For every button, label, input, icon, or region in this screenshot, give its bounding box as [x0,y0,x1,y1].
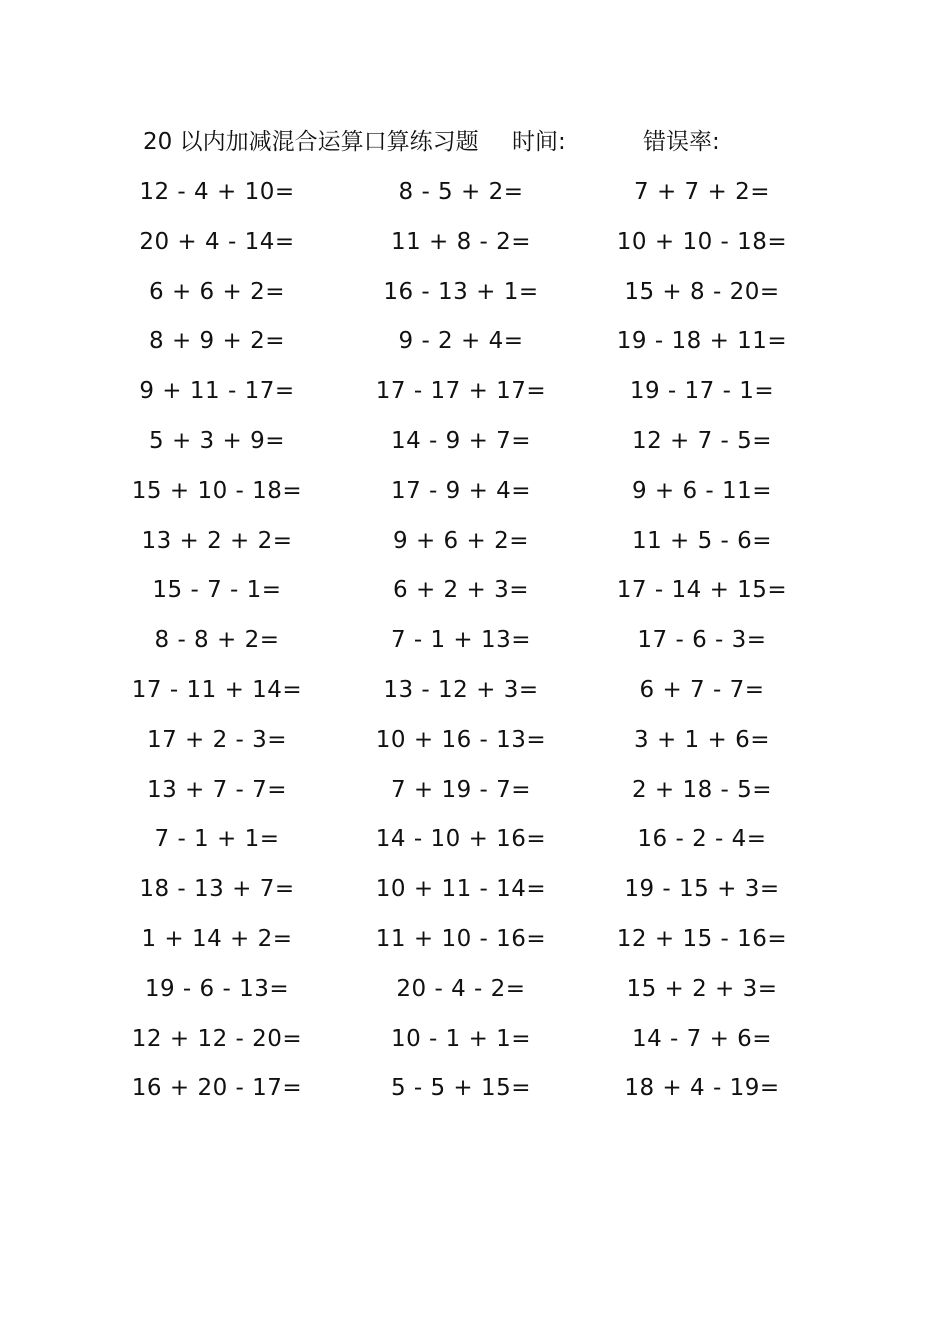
arithmetic-problem: 10 - 1 + 1= [390,1025,532,1052]
arithmetic-problem: 17 - 9 + 4= [390,477,532,504]
problem-row [0,869,950,919]
arithmetic-problem: 19 - 15 + 3= [624,876,780,903]
arithmetic-problem: 9 + 6 - 11= [631,477,773,504]
problem-row [0,272,950,322]
problem-row [0,1019,950,1069]
arithmetic-problem: 17 - 14 + 15= [616,577,788,604]
time-label: 时间: [512,129,566,155]
arithmetic-problem: 9 + 6 + 2= [393,527,529,554]
arithmetic-problem: 11 + 5 - 6= [631,527,773,554]
arithmetic-problem: 11 + 8 - 2= [390,228,532,255]
arithmetic-problem: 17 - 17 + 17= [375,378,547,405]
arithmetic-problem: 13 + 2 + 2= [141,527,293,554]
problem-row [0,471,950,521]
arithmetic-problem: 7 - 1 + 13= [390,627,532,654]
problem-row [0,1068,950,1118]
arithmetic-problem: 13 + 7 - 7= [146,776,288,803]
arithmetic-problem: 14 - 7 + 6= [631,1025,773,1052]
arithmetic-problem: 6 + 6 + 2= [149,278,285,305]
problem-row [0,421,950,471]
problem-row [0,172,950,222]
problem-row [0,969,950,1019]
arithmetic-problem: 20 + 4 - 14= [139,228,295,255]
arithmetic-problem: 8 + 9 + 2= [149,328,285,355]
arithmetic-problem: 6 + 2 + 3= [393,577,529,604]
arithmetic-problem: 18 - 13 + 7= [139,876,295,903]
arithmetic-problem: 10 + 10 - 18= [616,228,788,255]
error-rate-label: 错误率: [643,129,720,155]
problem-row [0,371,950,421]
arithmetic-problem: 12 + 15 - 16= [616,925,788,952]
problem-row [0,570,950,620]
arithmetic-problem: 15 + 2 + 3= [626,975,778,1002]
arithmetic-problem: 10 + 16 - 13= [375,726,547,753]
arithmetic-problem: 14 - 10 + 16= [375,826,547,853]
problem-row [0,720,950,770]
problem-row [0,521,950,571]
arithmetic-problem: 16 - 13 + 1= [383,278,539,305]
arithmetic-problem: 8 - 5 + 2= [398,179,524,205]
arithmetic-problem: 7 + 7 + 2= [634,179,770,205]
problem-row [0,222,950,272]
arithmetic-problem: 15 - 7 - 1= [152,577,282,604]
arithmetic-problem: 12 + 7 - 5= [631,427,773,454]
arithmetic-problem: 15 + 8 - 20= [624,278,780,305]
arithmetic-problem: 10 + 11 - 14= [375,876,547,903]
arithmetic-problem: 2 + 18 - 5= [631,776,773,803]
arithmetic-problem: 12 + 12 - 20= [131,1025,303,1052]
problem-row [0,620,950,670]
arithmetic-problem: 5 + 3 + 9= [149,427,285,454]
problem-row [0,919,950,969]
arithmetic-problem: 3 + 1 + 6= [634,726,770,753]
arithmetic-problem: 5 - 5 + 15= [390,1075,532,1102]
arithmetic-problem: 18 + 4 - 19= [624,1075,780,1102]
arithmetic-problem: 20 - 4 - 2= [396,975,526,1002]
arithmetic-problem: 8 - 8 + 2= [154,627,280,654]
arithmetic-problem: 17 - 11 + 14= [131,676,303,703]
arithmetic-problem: 9 + 11 - 17= [139,378,295,405]
arithmetic-problem: 13 - 12 + 3= [383,676,539,703]
arithmetic-problem: 12 - 4 + 10= [139,179,295,205]
problem-row [0,819,950,869]
arithmetic-problem: 19 - 6 - 13= [144,975,290,1002]
arithmetic-problem: 19 - 18 + 11= [616,328,788,355]
arithmetic-problem: 17 + 2 - 3= [146,726,288,753]
arithmetic-problem: 19 - 17 - 1= [629,378,775,405]
arithmetic-problem: 9 - 2 + 4= [398,328,524,355]
worksheet-title: 20 以内加减混合运算口算练习题 [143,129,479,155]
problem-row [0,670,950,720]
arithmetic-problem: 17 - 6 - 3= [637,627,767,654]
problem-grid [0,172,950,1118]
problem-row [0,770,950,820]
arithmetic-problem: 7 + 19 - 7= [390,776,532,803]
arithmetic-problem: 1 + 14 + 2= [141,925,293,952]
arithmetic-problem: 6 + 7 - 7= [639,676,765,703]
arithmetic-problem: 14 - 9 + 7= [390,427,532,454]
arithmetic-problem: 15 + 10 - 18= [131,477,303,504]
arithmetic-problem: 11 + 10 - 16= [375,925,547,952]
arithmetic-problem: 16 + 20 - 17= [131,1075,303,1102]
arithmetic-problem: 16 - 2 - 4= [637,826,767,853]
problem-row [0,321,950,371]
arithmetic-problem: 7 - 1 + 1= [154,826,280,853]
